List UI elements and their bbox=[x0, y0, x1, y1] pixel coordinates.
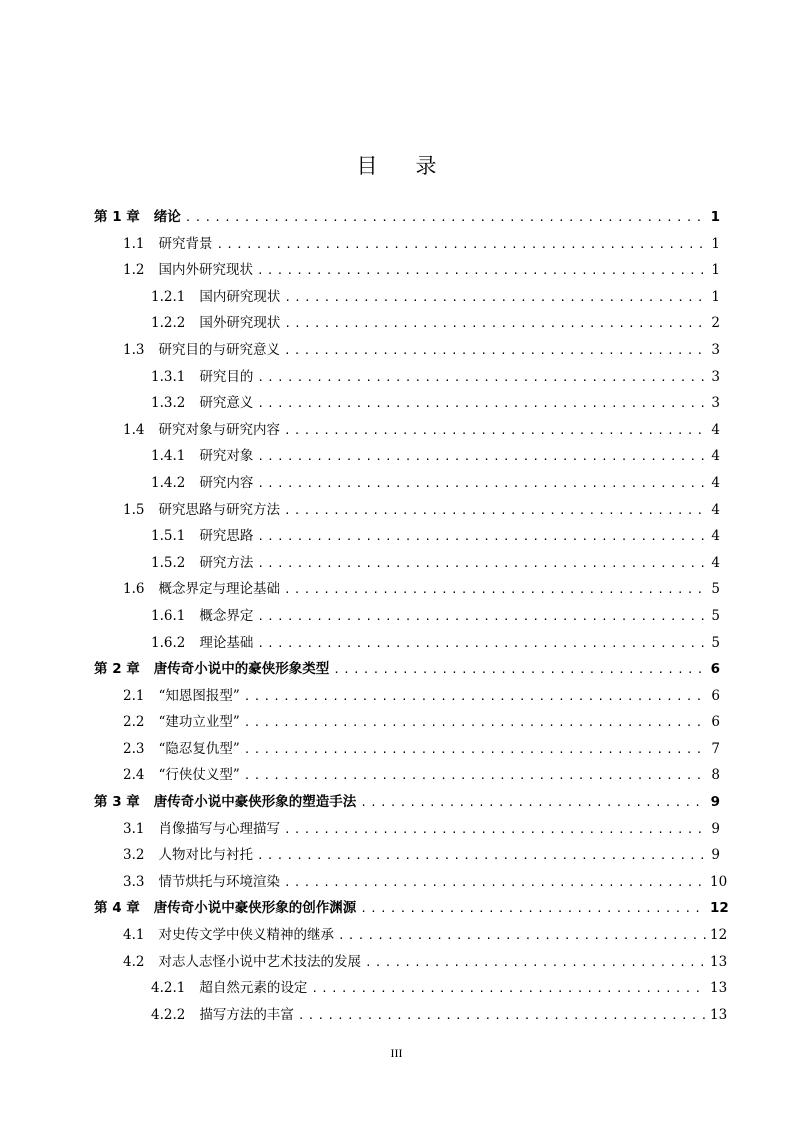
toc-entry[interactable] bbox=[94, 816, 720, 843]
toc-entry-title: “行侠仗义型” bbox=[158, 767, 240, 784]
toc-entry[interactable] bbox=[94, 523, 720, 550]
toc-entry-number: 1.5.2 bbox=[151, 554, 186, 571]
page-number: III bbox=[390, 1046, 403, 1060]
toc-entry-number: 第 3 章 bbox=[94, 794, 140, 811]
toc-entry-page: 6 bbox=[711, 687, 720, 704]
toc-dot-leader bbox=[284, 577, 706, 604]
toc-entry-page: 3 bbox=[711, 341, 720, 358]
toc-entry-page: 6 bbox=[711, 714, 720, 731]
toc-entry[interactable] bbox=[94, 364, 720, 391]
toc-entry-number: 2.3 bbox=[123, 740, 145, 757]
toc-entry-title: 对史传文学中侠义精神的继承 bbox=[158, 927, 334, 944]
toc-entry-number: 1.4.2 bbox=[151, 474, 186, 491]
toc-entry-title: 研究意义 bbox=[199, 395, 254, 412]
toc-dot-leader bbox=[257, 258, 706, 285]
toc-dot-leader bbox=[244, 710, 706, 737]
toc-entry-page: 4 bbox=[711, 448, 720, 465]
toc-entry-title: 研究对象 bbox=[199, 448, 254, 465]
toc-entry-number: 4.2 bbox=[123, 953, 145, 970]
toc-entry-page: 9 bbox=[710, 794, 720, 811]
toc-entry[interactable] bbox=[94, 683, 720, 710]
toc-entry-number: 1.6 bbox=[123, 581, 145, 598]
toc-dot-leader bbox=[257, 444, 706, 471]
toc-entry[interactable] bbox=[94, 204, 720, 231]
toc-entry-page: 4 bbox=[711, 421, 720, 438]
toc-entry-page: 3 bbox=[711, 368, 720, 385]
toc-entry[interactable] bbox=[94, 576, 720, 603]
toc-dot-leader bbox=[284, 870, 706, 897]
toc-entry[interactable] bbox=[94, 257, 720, 284]
toc-entry-page: 4 bbox=[711, 528, 720, 545]
toc-dot-leader bbox=[284, 285, 706, 312]
toc-entry-page: 9 bbox=[711, 847, 720, 864]
toc-dot-leader bbox=[257, 631, 706, 658]
toc-entry-title: 唐传奇小说中的豪侠形象类型 bbox=[153, 661, 330, 678]
toc-entry-page: 5 bbox=[711, 581, 720, 598]
toc-entry-page: 4 bbox=[711, 554, 720, 571]
toc-dot-leader bbox=[298, 1003, 706, 1030]
toc-entry-title: 人物对比与衬托 bbox=[158, 847, 253, 864]
toc-entry-title: 研究方法 bbox=[199, 554, 254, 571]
toc-entry[interactable] bbox=[94, 949, 728, 976]
toc-entry[interactable] bbox=[94, 443, 720, 470]
toc-entry-title: 国内外研究现状 bbox=[158, 262, 253, 279]
toc-entry-page: 12 bbox=[710, 927, 728, 944]
toc-entry-title: 研究背景 bbox=[158, 235, 213, 252]
toc-entry-number: 第 2 章 bbox=[94, 661, 140, 678]
toc-entry-page: 4 bbox=[711, 501, 720, 518]
toc-dot-leader bbox=[244, 763, 706, 790]
toc-entry-title: 研究目的 bbox=[199, 368, 254, 385]
toc-entry-title: 肖像描写与心理描写 bbox=[158, 820, 280, 837]
toc-entry-number: 4.2.2 bbox=[151, 1006, 186, 1023]
toc-entry-page: 2 bbox=[711, 315, 720, 332]
toc-entry-title: 研究思路与研究方法 bbox=[158, 501, 280, 518]
toc-entry[interactable] bbox=[94, 390, 720, 417]
toc-entry-number: 1.3.1 bbox=[151, 368, 186, 385]
toc-entry-number: 1.5 bbox=[123, 501, 145, 518]
toc-entry-number: 第 4 章 bbox=[94, 900, 140, 917]
toc-entry-number: 3.1 bbox=[123, 820, 145, 837]
toc-entry-page: 5 bbox=[711, 634, 720, 651]
toc-entry[interactable] bbox=[94, 284, 720, 311]
toc-entry-number: 1.2.2 bbox=[151, 315, 186, 332]
toc-dot-leader bbox=[257, 391, 706, 418]
toc-entry-number: 4.1 bbox=[123, 927, 145, 944]
toc-entry[interactable] bbox=[94, 762, 720, 789]
toc-entry-page: 3 bbox=[711, 395, 720, 412]
toc-entry[interactable] bbox=[94, 922, 728, 949]
toc-entry-page: 8 bbox=[711, 767, 720, 784]
toc-entry-page: 1 bbox=[711, 262, 720, 279]
toc-entry-number: 1.6.1 bbox=[151, 607, 186, 624]
toc-dot-leader bbox=[284, 498, 706, 525]
toc-entry-page: 5 bbox=[711, 607, 720, 624]
toc-entry-page: 10 bbox=[710, 873, 728, 890]
toc-entry-page: 13 bbox=[710, 953, 728, 970]
toc-dot-leader bbox=[257, 471, 706, 498]
toc-dot-leader bbox=[257, 604, 706, 631]
toc-dot-leader bbox=[360, 896, 706, 923]
toc-entry-title: 概念界定与理论基础 bbox=[158, 581, 280, 598]
toc-entry-number: 1.1 bbox=[123, 235, 145, 252]
toc-entry-number: 1.4 bbox=[123, 421, 145, 438]
toc-entry[interactable] bbox=[94, 337, 720, 364]
toc-entry-number: 3.3 bbox=[123, 873, 145, 890]
toc-entry-title: 研究目的与研究意义 bbox=[158, 341, 280, 358]
title-char-2: 录 bbox=[415, 154, 437, 178]
toc-entry-title: “知恩图报型” bbox=[158, 687, 240, 704]
toc-dot-leader bbox=[257, 365, 706, 392]
toc-entry[interactable] bbox=[94, 736, 720, 763]
toc-entry-title: 国外研究现状 bbox=[199, 315, 281, 332]
table-of-contents bbox=[94, 204, 729, 1028]
toc-entry-number: 第 1 章 bbox=[94, 209, 140, 225]
toc-entry-number: 1.6.2 bbox=[151, 634, 186, 651]
toc-entry[interactable] bbox=[94, 470, 720, 497]
toc-entry-number: 3.2 bbox=[123, 847, 145, 864]
toc-entry[interactable] bbox=[94, 630, 720, 657]
toc-entry[interactable] bbox=[94, 789, 720, 816]
toc-entry-page: 9 bbox=[711, 820, 720, 837]
toc-entry-page: 13 bbox=[710, 980, 728, 997]
toc-dot-leader bbox=[333, 657, 706, 684]
toc-entry-number: 2.4 bbox=[123, 767, 145, 784]
toc-entry-title: 绪论 bbox=[153, 209, 181, 225]
page-title bbox=[0, 150, 793, 180]
toc-entry[interactable] bbox=[94, 497, 720, 524]
toc-entry-page: 12 bbox=[710, 900, 729, 917]
toc-entry[interactable] bbox=[94, 231, 720, 258]
toc-entry-page: 6 bbox=[710, 661, 720, 678]
toc-entry-title: 概念界定 bbox=[199, 607, 254, 624]
toc-entry-number: 4.2.1 bbox=[151, 980, 186, 997]
toc-dot-leader bbox=[257, 551, 706, 578]
toc-entry-title: 对志人志怪小说中艺术技法的发展 bbox=[158, 953, 361, 970]
toc-dot-leader bbox=[257, 524, 706, 551]
toc-dot-leader bbox=[185, 205, 706, 232]
title-char-1: 目 bbox=[356, 154, 378, 178]
toc-entry[interactable] bbox=[94, 709, 720, 736]
toc-entry[interactable] bbox=[94, 895, 729, 922]
toc-entry-title: “隐忍复仇型” bbox=[158, 740, 240, 757]
toc-dot-leader bbox=[311, 976, 706, 1003]
toc-dot-leader bbox=[284, 311, 706, 338]
toc-entry-page: 7 bbox=[711, 740, 720, 757]
toc-entry-page: 1 bbox=[710, 209, 720, 225]
toc-dot-leader bbox=[360, 790, 706, 817]
toc-entry-title: 研究思路 bbox=[199, 528, 254, 545]
toc-entry-title: 超自然元素的设定 bbox=[199, 980, 308, 997]
toc-entry[interactable] bbox=[94, 869, 728, 896]
toc-entry-title: 描写方法的丰富 bbox=[199, 1006, 294, 1023]
toc-entry[interactable] bbox=[94, 1002, 728, 1029]
toc-entry-title: “建功立业型” bbox=[158, 714, 240, 731]
toc-entry-number: 1.5.1 bbox=[151, 528, 186, 545]
toc-dot-leader bbox=[216, 232, 706, 259]
toc-entry[interactable] bbox=[94, 842, 720, 869]
toc-entry-page: 13 bbox=[710, 1006, 728, 1023]
toc-dot-leader bbox=[284, 418, 706, 445]
toc-dot-leader bbox=[244, 737, 706, 764]
toc-entry-number: 1.3.2 bbox=[151, 395, 186, 412]
toc-entry[interactable] bbox=[94, 975, 728, 1002]
toc-entry-title: 国内研究现状 bbox=[199, 288, 281, 305]
toc-entry[interactable] bbox=[94, 603, 720, 630]
toc-entry-number: 2.2 bbox=[123, 714, 145, 731]
toc-entry-title: 理论基础 bbox=[199, 634, 254, 651]
toc-dot-leader bbox=[338, 923, 706, 950]
toc-dot-leader bbox=[365, 950, 706, 977]
toc-entry[interactable] bbox=[94, 550, 720, 577]
toc-entry-title: 唐传奇小说中豪侠形象的塑造手法 bbox=[153, 794, 357, 811]
toc-entry-number: 1.4.1 bbox=[151, 448, 186, 465]
toc-dot-leader bbox=[284, 338, 706, 365]
toc-dot-leader bbox=[257, 843, 706, 870]
toc-entry[interactable] bbox=[94, 417, 720, 444]
toc-entry-number: 2.1 bbox=[123, 687, 145, 704]
toc-entry-title: 研究内容 bbox=[199, 474, 254, 491]
toc-dot-leader bbox=[284, 817, 706, 844]
toc-entry-title: 情节烘托与环境渲染 bbox=[158, 873, 280, 890]
toc-entry-number: 1.3 bbox=[123, 341, 145, 358]
toc-entry-title: 唐传奇小说中豪侠形象的创作渊源 bbox=[153, 900, 357, 917]
toc-entry[interactable] bbox=[94, 656, 720, 683]
toc-entry-title: 研究对象与研究内容 bbox=[158, 421, 280, 438]
toc-dot-leader bbox=[244, 684, 706, 711]
toc-entry[interactable] bbox=[94, 310, 720, 337]
toc-entry-page: 1 bbox=[711, 235, 720, 252]
toc-entry-number: 1.2 bbox=[123, 262, 145, 279]
toc-entry-page: 4 bbox=[711, 474, 720, 491]
toc-entry-page: 1 bbox=[711, 288, 720, 305]
toc-entry-number: 1.2.1 bbox=[151, 288, 186, 305]
